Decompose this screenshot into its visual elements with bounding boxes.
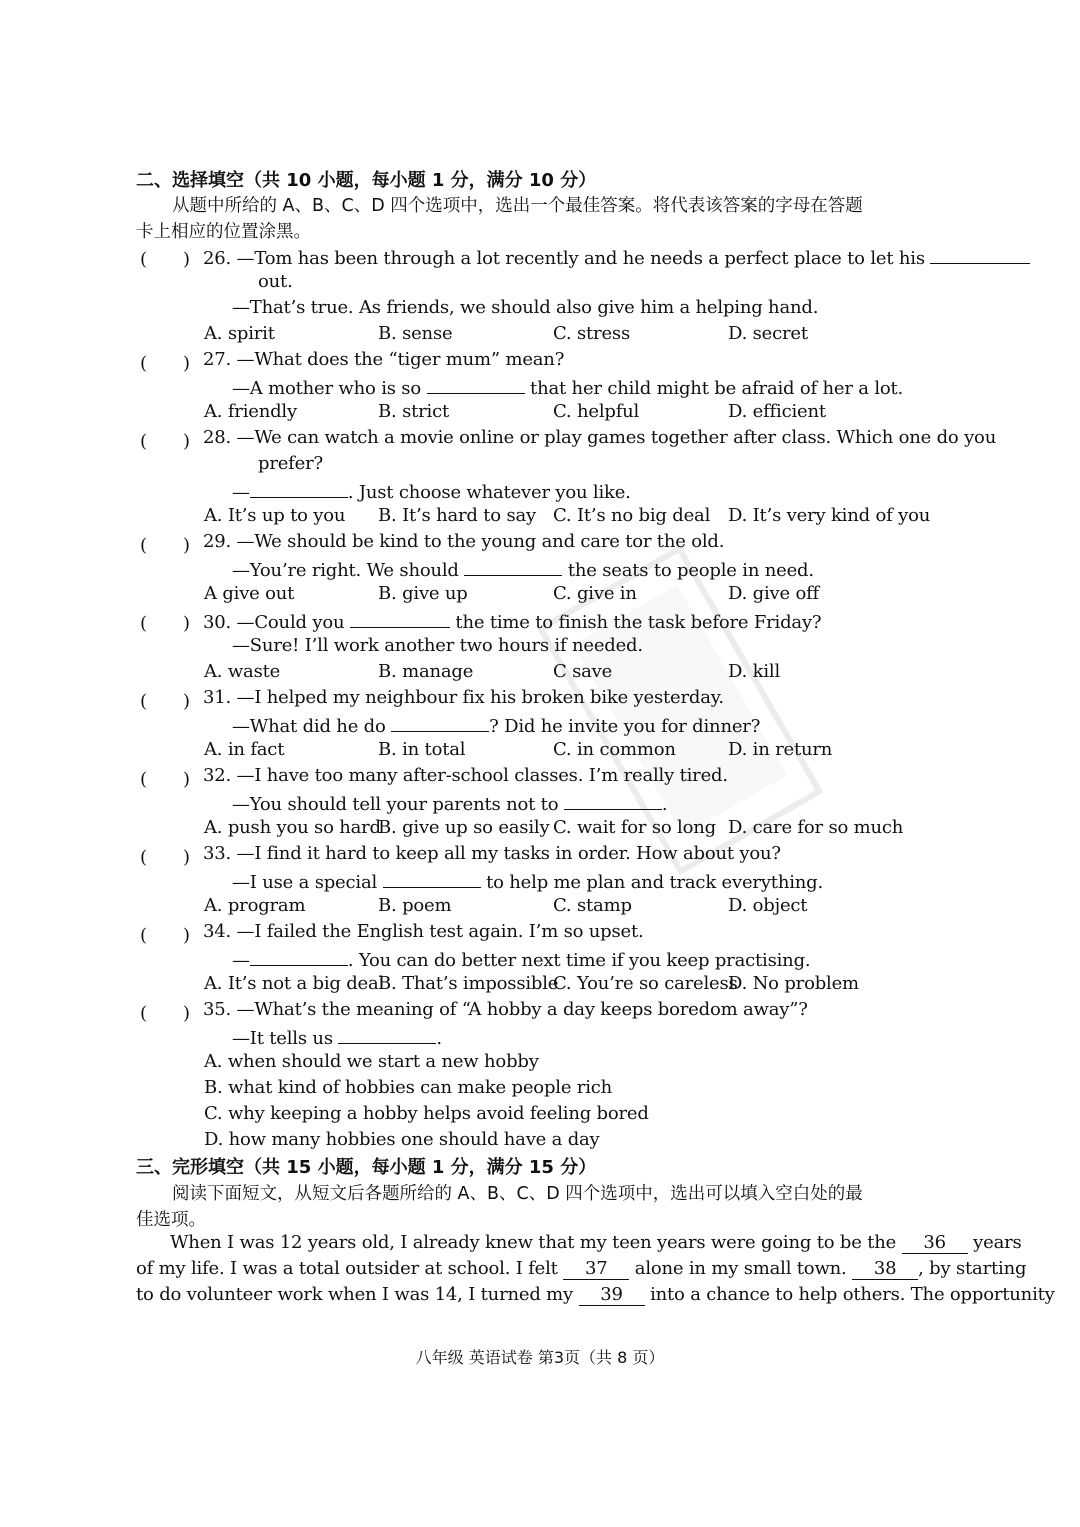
question-31-text-b: ? Did he invite you for dinner? bbox=[489, 716, 761, 737]
blank-28 bbox=[250, 479, 348, 498]
option-33-a: A. program bbox=[204, 895, 306, 916]
question-28-line-1: 28. —We can watch a movie online or play games together after class. Which one do you bbox=[203, 427, 997, 448]
question-27-line-2 bbox=[232, 375, 903, 399]
answer-paren-33: ( ) bbox=[140, 847, 191, 868]
option-30-d: D. kill bbox=[728, 661, 781, 682]
option-29-d: D. give off bbox=[728, 583, 820, 604]
option-26-b: B. sense bbox=[378, 323, 453, 344]
option-29-b: B. give up bbox=[378, 583, 468, 604]
blank-31 bbox=[391, 713, 489, 732]
section-2-instruction-2: 卡上相应的位置涂黑。 bbox=[136, 222, 311, 242]
question-27-text-b: that her child might be afraid of her a lot. bbox=[530, 378, 904, 399]
question-27-line-1: 27. —What does the “tiger mum” mean? bbox=[203, 349, 565, 370]
answer-paren-34: ( ) bbox=[140, 925, 191, 946]
question-35-line-1: 35. —What’s the meaning of “A hobby a day keeps boredom away”? bbox=[203, 999, 808, 1020]
passage-text-2b: alone in my small town. bbox=[634, 1258, 847, 1279]
question-29-text-a: —You’re right. We should bbox=[232, 560, 459, 581]
question-33-text-a: —I use a special bbox=[232, 872, 378, 893]
option-27-d: D. efficient bbox=[728, 401, 826, 422]
question-35-text-b: . bbox=[436, 1028, 442, 1049]
page-footer: 八年级 英语试卷 第3页（共 8 页） bbox=[415, 1348, 665, 1367]
passage-line-2 bbox=[136, 1258, 1026, 1280]
answer-paren-35: ( ) bbox=[140, 1003, 191, 1024]
passage-line-3 bbox=[136, 1284, 1055, 1306]
option-34-c: C. You’re so careless bbox=[553, 973, 738, 994]
option-29-a: A give out bbox=[204, 583, 295, 604]
question-28-line-2: prefer? bbox=[258, 453, 323, 474]
question-32-text-a: —You should tell your parents not to bbox=[232, 794, 559, 815]
section-3-instruction-1: 阅读下面短文，从短文后各题所给的 A、B、C、D 四个选项中，选出可以填入空白处的最 bbox=[172, 1184, 863, 1204]
blank-38: 38 bbox=[852, 1258, 918, 1280]
blank-26 bbox=[930, 245, 1030, 264]
option-35-d: D. how many hobbies one should have a day bbox=[204, 1129, 600, 1150]
blank-34 bbox=[250, 947, 348, 966]
question-26-line-3: —That’s true. As friends, we should also give him a helping hand. bbox=[232, 297, 819, 318]
passage-line-1 bbox=[170, 1232, 1022, 1254]
blank-27 bbox=[427, 375, 525, 394]
option-35-a: A. when should we start a new hobby bbox=[204, 1051, 539, 1072]
question-26-line-2: out. bbox=[258, 271, 293, 292]
option-30-c: C save bbox=[553, 661, 613, 682]
passage-text-1a: When I was 12 years old, I already knew that my teen years were going to be the bbox=[170, 1232, 897, 1253]
question-30-text-b: the time to finish the task before Friday? bbox=[455, 612, 822, 633]
option-31-d: D. in return bbox=[728, 739, 833, 760]
question-28-text-b: . Just choose whatever you like. bbox=[347, 482, 631, 503]
section-3-instruction-2: 佳选项。 bbox=[136, 1210, 206, 1230]
option-31-b: B. in total bbox=[378, 739, 466, 760]
question-30-line-2: —Sure! I’ll work another two hours if needed. bbox=[232, 635, 643, 656]
question-30-text-a: 30. —Could you bbox=[203, 612, 345, 633]
question-34-line-1: 34. —I failed the English test again. I’m so upset. bbox=[203, 921, 644, 942]
question-29-line-2 bbox=[232, 557, 814, 581]
question-26-line-1 bbox=[203, 245, 1030, 269]
option-30-a: A. waste bbox=[204, 661, 281, 682]
answer-paren-27: ( ) bbox=[140, 353, 191, 374]
question-33-line-1: 33. —I find it hard to keep all my tasks in order. How about you? bbox=[203, 843, 781, 864]
option-33-b: B. poem bbox=[378, 895, 452, 916]
option-27-b: B. strict bbox=[378, 401, 450, 422]
option-34-b: B. That’s impossible bbox=[378, 973, 559, 994]
answer-paren-28: ( ) bbox=[140, 431, 191, 452]
option-27-c: C. helpful bbox=[553, 401, 640, 422]
question-34-line-2 bbox=[232, 947, 810, 971]
blank-32 bbox=[564, 791, 662, 810]
option-32-c: C. wait for so long bbox=[553, 817, 716, 838]
option-33-d: D. object bbox=[728, 895, 808, 916]
option-27-a: A. friendly bbox=[204, 401, 297, 422]
option-26-c: C. stress bbox=[553, 323, 630, 344]
question-34-text-a: — bbox=[232, 950, 250, 971]
blank-37: 37 bbox=[563, 1258, 629, 1280]
section-2-title: 二、选择填空（共 10 小题，每小题 1 分，满分 10 分） bbox=[136, 170, 597, 191]
option-28-b: B. It’s hard to say bbox=[378, 505, 536, 526]
passage-text-3a: to do volunteer work when I was 14, I turned my bbox=[136, 1284, 573, 1305]
passage-text-2c: , by starting bbox=[918, 1258, 1027, 1279]
question-32-line-2 bbox=[232, 791, 667, 815]
blank-35 bbox=[338, 1025, 436, 1044]
question-28-line-3 bbox=[232, 479, 631, 503]
option-30-b: B. manage bbox=[378, 661, 474, 682]
option-28-c: C. It’s no big deal bbox=[553, 505, 711, 526]
option-26-a: A. spirit bbox=[204, 323, 275, 344]
question-29-text-b: the seats to people in need. bbox=[567, 560, 814, 581]
passage-text-3b: into a chance to help others. The opportunity bbox=[650, 1284, 1055, 1305]
option-32-b: B. give up so easily bbox=[378, 817, 550, 838]
blank-30 bbox=[350, 609, 450, 628]
answer-paren-32: ( ) bbox=[140, 769, 191, 790]
option-28-d: D. It’s very kind of you bbox=[728, 505, 931, 526]
question-32-text-b: . bbox=[661, 794, 668, 815]
option-32-d: D. care for so much bbox=[728, 817, 904, 838]
section-2-instruction-1: 从题中所给的 A、B、C、D 四个选项中，选出一个最佳答案。将代表该答案的字母在答题 bbox=[172, 196, 863, 216]
blank-39: 39 bbox=[579, 1284, 645, 1306]
question-28-text-a: — bbox=[232, 482, 250, 503]
question-26-text: 26. —Tom has been through a lot recently and he needs a perfect place to let his bbox=[203, 248, 925, 269]
answer-paren-30: ( ) bbox=[140, 613, 191, 634]
answer-paren-26: ( ) bbox=[140, 249, 191, 270]
blank-29 bbox=[464, 557, 562, 576]
option-28-a: A. It’s up to you bbox=[204, 505, 346, 526]
blank-33 bbox=[383, 869, 481, 888]
option-26-d: D. secret bbox=[728, 323, 808, 344]
question-27-text-a: —A mother who is so bbox=[232, 378, 421, 399]
answer-paren-31: ( ) bbox=[140, 691, 191, 712]
passage-text-2a: of my life. I was a total outsider at school. I felt bbox=[136, 1258, 558, 1279]
option-35-c: C. why keeping a hobby helps avoid feeling bored bbox=[204, 1103, 649, 1124]
option-31-a: A. in fact bbox=[204, 739, 285, 760]
option-32-a: A. push you so hard bbox=[204, 817, 381, 838]
question-31-line-1: 31. —I helped my neighbour fix his broken bike yesterday. bbox=[203, 687, 724, 708]
passage-text-1b: years bbox=[973, 1232, 1022, 1253]
question-33-line-2 bbox=[232, 869, 823, 893]
section-3-title: 三、完形填空（共 15 小题，每小题 1 分，满分 15 分） bbox=[136, 1157, 597, 1178]
question-29-line-1: 29. —We should be kind to the young and care tor the old. bbox=[203, 531, 725, 552]
option-34-d: D. No problem bbox=[728, 973, 859, 994]
question-35-line-2 bbox=[232, 1025, 442, 1049]
option-33-c: C. stamp bbox=[553, 895, 632, 916]
blank-36: 36 bbox=[902, 1232, 968, 1254]
option-35-b: B. what kind of hobbies can make people rich bbox=[204, 1077, 613, 1098]
question-31-text-a: —What did he do bbox=[232, 716, 386, 737]
question-32-line-1: 32. —I have too many after-school classes. I’m really tired. bbox=[203, 765, 728, 786]
question-30-line-1 bbox=[203, 609, 821, 633]
answer-paren-29: ( ) bbox=[140, 535, 191, 556]
question-35-text-a: —It tells us bbox=[232, 1028, 333, 1049]
question-33-text-b: to help me plan and track everything. bbox=[486, 872, 824, 893]
option-29-c: C. give in bbox=[553, 583, 637, 604]
option-31-c: C. in common bbox=[553, 739, 676, 760]
option-34-a: A. It’s not a big deal bbox=[204, 973, 385, 994]
question-31-line-2 bbox=[232, 713, 760, 737]
question-34-text-b: . You can do better next time if you keep practising. bbox=[347, 950, 811, 971]
